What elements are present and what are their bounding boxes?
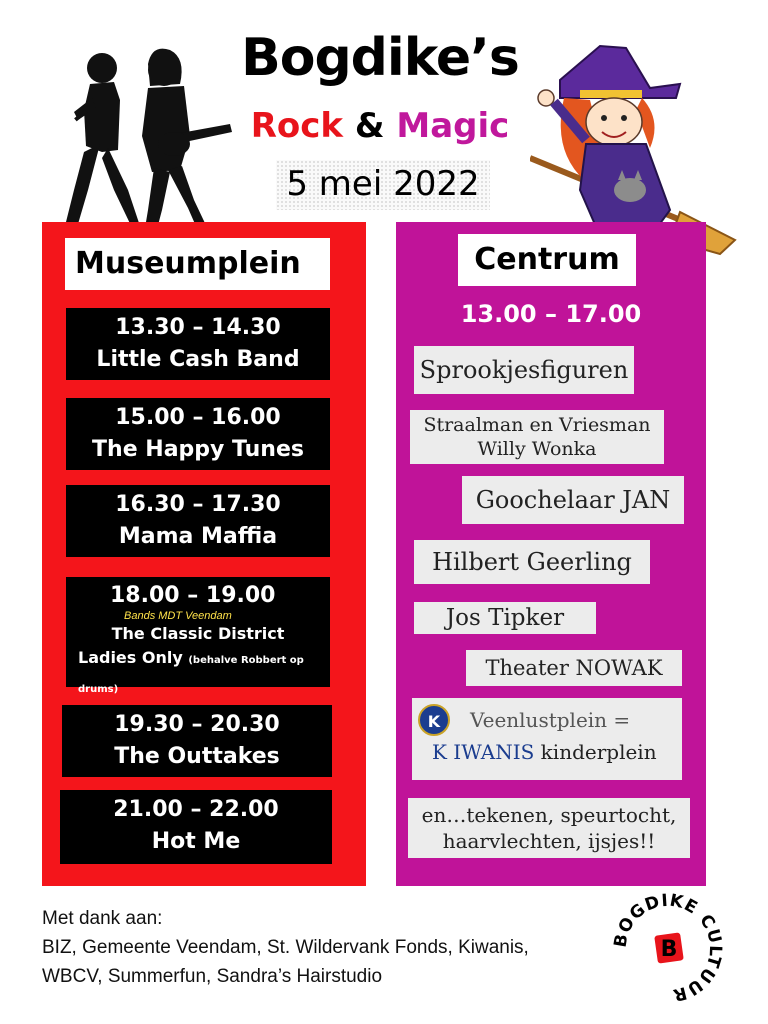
activity-text: Goochelaar JAN	[475, 486, 671, 514]
kiwanis-name: K IWANIS	[432, 740, 535, 764]
activity-text: Jos Tipker	[445, 605, 565, 631]
sponsor-credits	[42, 904, 602, 991]
kiwanis-logo-icon: K	[418, 704, 450, 736]
slot-act: Hot Me	[151, 829, 241, 854]
activity-text-secondary	[432, 740, 657, 764]
subtitle-rock: Rock	[250, 106, 344, 146]
kiwanis-tag	[412, 698, 682, 780]
activity-tag	[410, 410, 664, 464]
subtitle-ampersand: &	[354, 106, 385, 146]
activity-tag	[414, 540, 650, 584]
activity-text: en…tekenen, speurtocht,	[421, 803, 677, 827]
logo-ring-text: BOGDIKE CULTUUR	[610, 890, 726, 1005]
schedule-slot	[62, 705, 332, 777]
subtitle-magic: Magic	[396, 106, 510, 146]
credits-heading: Met dank aan:	[42, 908, 163, 929]
slot-act: The Outtakes	[114, 744, 280, 769]
activity-text: Hilbert Geerling	[432, 548, 632, 576]
slot-act-secondary	[66, 645, 330, 703]
activity-text: Veenlustplein =	[470, 708, 631, 732]
activity-tag	[466, 650, 682, 686]
slot-act: The Classic District	[111, 624, 285, 643]
schedule-slot	[60, 790, 332, 864]
poster-subtitle	[200, 106, 560, 146]
activity-text: Sprookjesfiguren	[419, 356, 629, 384]
slot-act: Little Cash Band	[96, 347, 300, 372]
activity-tag	[408, 798, 690, 858]
poster-title: Bogdike’s	[241, 28, 519, 88]
slot-act: Mama Maffia	[118, 524, 278, 549]
credits-line: BIZ, Gemeente Veendam, St. Wildervank Fonds, Kiwanis,	[42, 937, 529, 958]
activity-text-secondary: haarvlechten, ijsjes!!	[442, 829, 656, 853]
slot-time: 19.30 – 20.30	[114, 712, 280, 737]
schedule-slot	[66, 485, 330, 557]
activity-text-secondary: Willy Wonka	[477, 438, 597, 460]
activity-text: Straalman en Vriesman	[423, 414, 651, 436]
activity-text: Theater NOWAK	[485, 656, 663, 680]
slot-act2: Ladies Only	[78, 648, 183, 667]
centrum-time: 13.00 – 17.00	[460, 300, 642, 328]
museumplein-title: Museumplein	[65, 238, 330, 290]
slot-time: 15.00 – 16.00	[115, 405, 281, 430]
bogdike-cultuur-logo	[610, 890, 726, 1006]
kiwanis-suffix: kinderplein	[540, 740, 657, 764]
centrum-title: Centrum	[458, 234, 636, 286]
credits-line: WBCV, Summerfun, Sandra’s Hairstudio	[42, 966, 383, 987]
slot-time: 18.00 – 19.00	[110, 583, 276, 608]
activity-tag	[414, 602, 596, 634]
slot-act2-note: (behalve Robbert op drums)	[78, 655, 304, 695]
slot-time: 13.30 – 14.30	[115, 315, 281, 340]
slot-time: 21.00 – 22.00	[113, 797, 279, 822]
logo-letter: B	[660, 937, 678, 962]
schedule-slot	[66, 308, 330, 380]
activity-tag	[462, 476, 684, 524]
slot-time: 16.30 – 17.30	[115, 492, 281, 517]
slot-act: The Happy Tunes	[92, 437, 304, 462]
slot-note: Bands MDT Veendam	[124, 610, 232, 622]
schedule-slot	[66, 577, 330, 695]
event-date: 5 mei 2022	[286, 164, 480, 204]
schedule-slot	[66, 398, 330, 470]
activity-tag	[414, 346, 634, 394]
